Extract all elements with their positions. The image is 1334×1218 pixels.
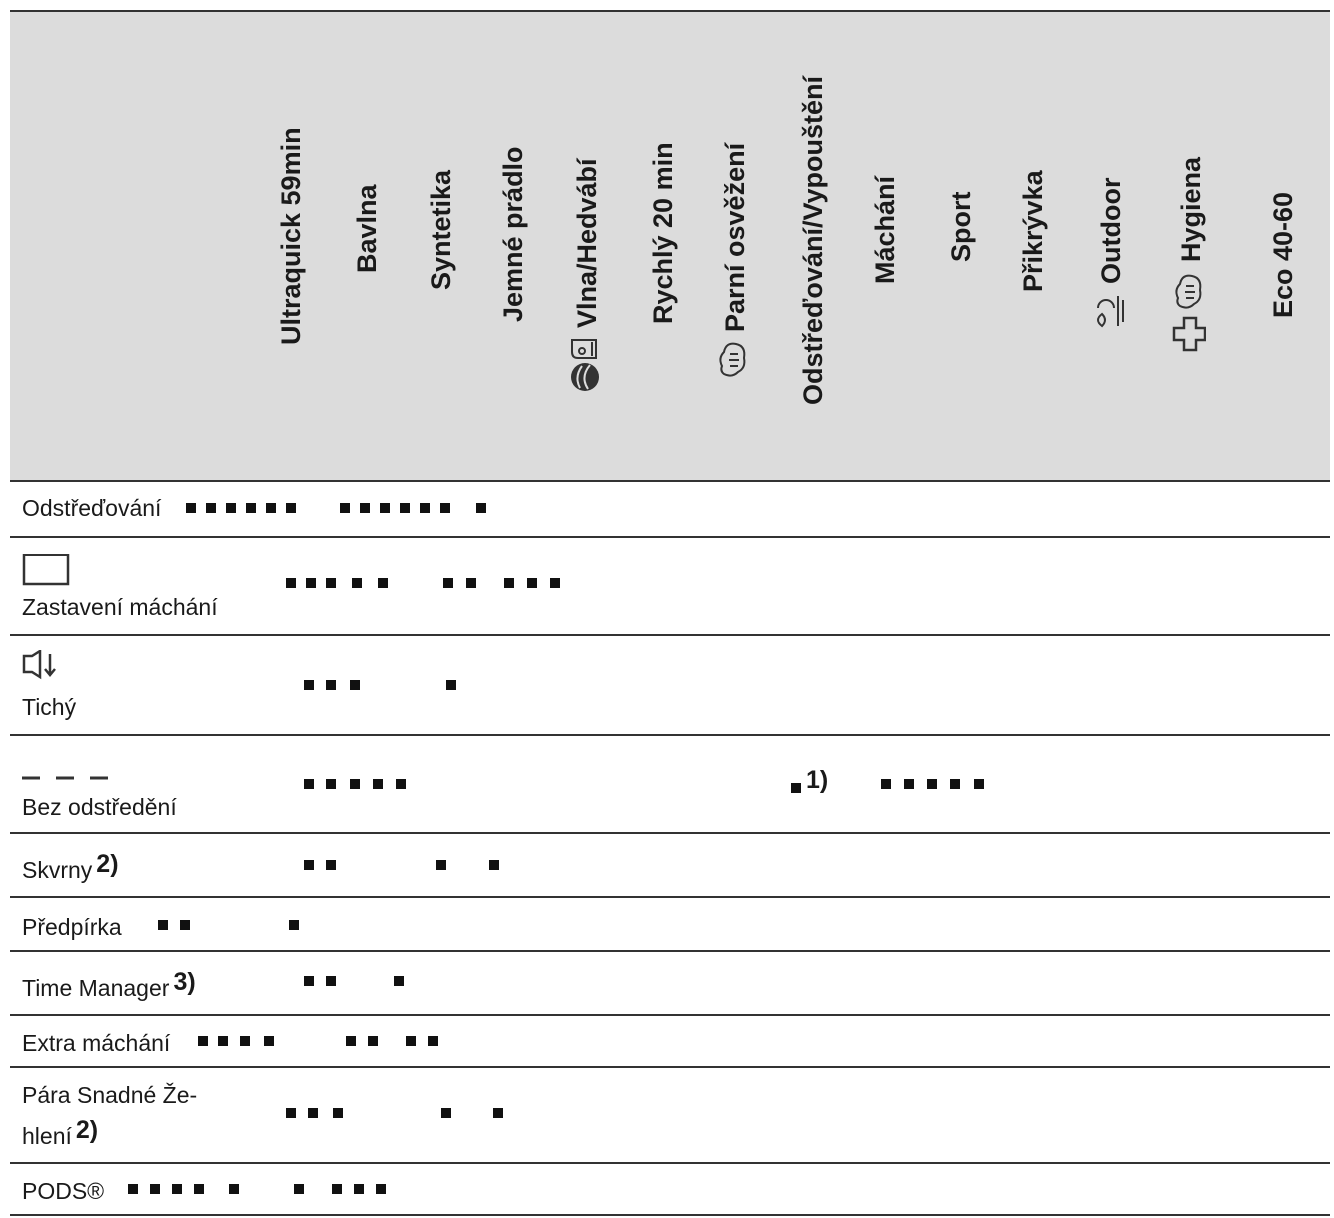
mark (550, 578, 560, 588)
mark (504, 578, 514, 588)
mark (326, 860, 336, 870)
mark (218, 1036, 228, 1046)
mark (436, 860, 446, 870)
mark (527, 578, 537, 588)
column-header: Parní osvěžení (716, 143, 758, 380)
column-header: Sport (946, 191, 976, 262)
mark (308, 1108, 318, 1118)
mark (368, 1036, 378, 1046)
mark (158, 920, 168, 930)
mark (340, 503, 350, 513)
no-spin-icon (22, 768, 112, 786)
table-row (10, 952, 1330, 1016)
mark (420, 503, 430, 513)
table-row (10, 1016, 1330, 1068)
mark (194, 1184, 204, 1194)
mark (791, 783, 801, 793)
mark (428, 1036, 438, 1046)
wool-icon (568, 336, 610, 392)
mark (326, 680, 336, 690)
mark (446, 680, 456, 690)
mark (304, 680, 314, 690)
mark (443, 578, 453, 588)
mark (246, 503, 256, 513)
row-label: Bez odstředění (22, 794, 177, 820)
mark (150, 1184, 160, 1194)
row-label: Zastavení máchání (22, 594, 218, 620)
table-row (10, 898, 1330, 952)
mark (289, 920, 299, 930)
mark (332, 1184, 342, 1194)
table-row (10, 834, 1330, 898)
hygiene-icon (1172, 270, 1214, 354)
mark (400, 503, 410, 513)
mark (441, 1108, 451, 1118)
mark (326, 976, 336, 986)
mark (350, 779, 360, 789)
mark (264, 1036, 274, 1046)
outdoor-icon (1092, 292, 1134, 330)
mark (180, 920, 190, 930)
mark (360, 503, 370, 513)
mark (240, 1036, 250, 1046)
mark (286, 503, 296, 513)
row-label: Pára Snadné Že- (22, 1082, 198, 1108)
mark (927, 779, 937, 789)
row-label: Time Manager 3) (22, 968, 196, 1001)
column-header: Jemné prádlo (498, 146, 528, 322)
mark (172, 1184, 182, 1194)
column-header: Hygiena (1172, 157, 1214, 354)
mark (352, 578, 362, 588)
mark (950, 779, 960, 789)
silent-icon (22, 650, 58, 685)
mark (476, 503, 486, 513)
column-header: Eco 40-60 (1268, 191, 1298, 318)
mark (304, 976, 314, 986)
mark (198, 1036, 208, 1046)
mark (380, 503, 390, 513)
mark (333, 1108, 343, 1118)
column-header: Rychlý 20 min (648, 142, 678, 324)
footnote-marker: 1) (806, 766, 829, 794)
row-label: Extra máchání (22, 1030, 171, 1056)
mark (406, 1036, 416, 1046)
mark (493, 1108, 503, 1118)
mark (206, 503, 216, 513)
table-row (10, 636, 1330, 736)
mark (350, 680, 360, 690)
mark (326, 578, 336, 588)
column-header: Ultraquick 59min (276, 127, 306, 345)
row-label: Tichý (22, 694, 77, 720)
mark (440, 503, 450, 513)
table-row (10, 736, 1330, 834)
mark (394, 976, 404, 986)
column-header: Bavlna (352, 184, 382, 273)
footnote-marker: 2) (96, 850, 119, 878)
mark (326, 779, 336, 789)
mark (489, 860, 499, 870)
mark (466, 578, 476, 588)
mark (294, 1184, 304, 1194)
mark (229, 1184, 239, 1194)
column-header: Odstřeďování/Vypouštění (798, 76, 828, 405)
column-header: Máchání (870, 175, 900, 284)
mark (373, 779, 383, 789)
mark (346, 1036, 356, 1046)
mark (304, 779, 314, 789)
mark (186, 503, 196, 513)
mark (378, 578, 388, 588)
mark (354, 1184, 364, 1194)
mark (396, 779, 406, 789)
row-label: PODS® (22, 1178, 105, 1204)
mark (286, 578, 296, 588)
mark (128, 1184, 138, 1194)
mark (974, 779, 984, 789)
mark (904, 779, 914, 789)
mark (286, 1108, 296, 1118)
row-label: hlení 2) (22, 1116, 99, 1149)
column-header: Outdoor (1092, 178, 1134, 330)
footnote-marker: 3) (173, 968, 196, 996)
rinse-hold-icon (22, 552, 72, 591)
footnote-marker: 2) (75, 1116, 99, 1144)
mark (306, 578, 316, 588)
column-header: Přikrývka (1018, 170, 1048, 292)
table-row (10, 1164, 1330, 1216)
steam-icon (716, 340, 758, 380)
mark (304, 860, 314, 870)
column-header: Vlna/Hedvábí (568, 158, 610, 392)
row-label: Odstřeďování (22, 495, 162, 521)
mark (226, 503, 236, 513)
column-header: Syntetika (426, 169, 456, 290)
table-row (10, 1068, 1330, 1164)
mark (266, 503, 276, 513)
row-label: Předpírka (22, 914, 122, 940)
row-label: Skvrny 2) (22, 850, 119, 883)
table-row (10, 538, 1330, 636)
mark (376, 1184, 386, 1194)
mark (881, 779, 891, 789)
